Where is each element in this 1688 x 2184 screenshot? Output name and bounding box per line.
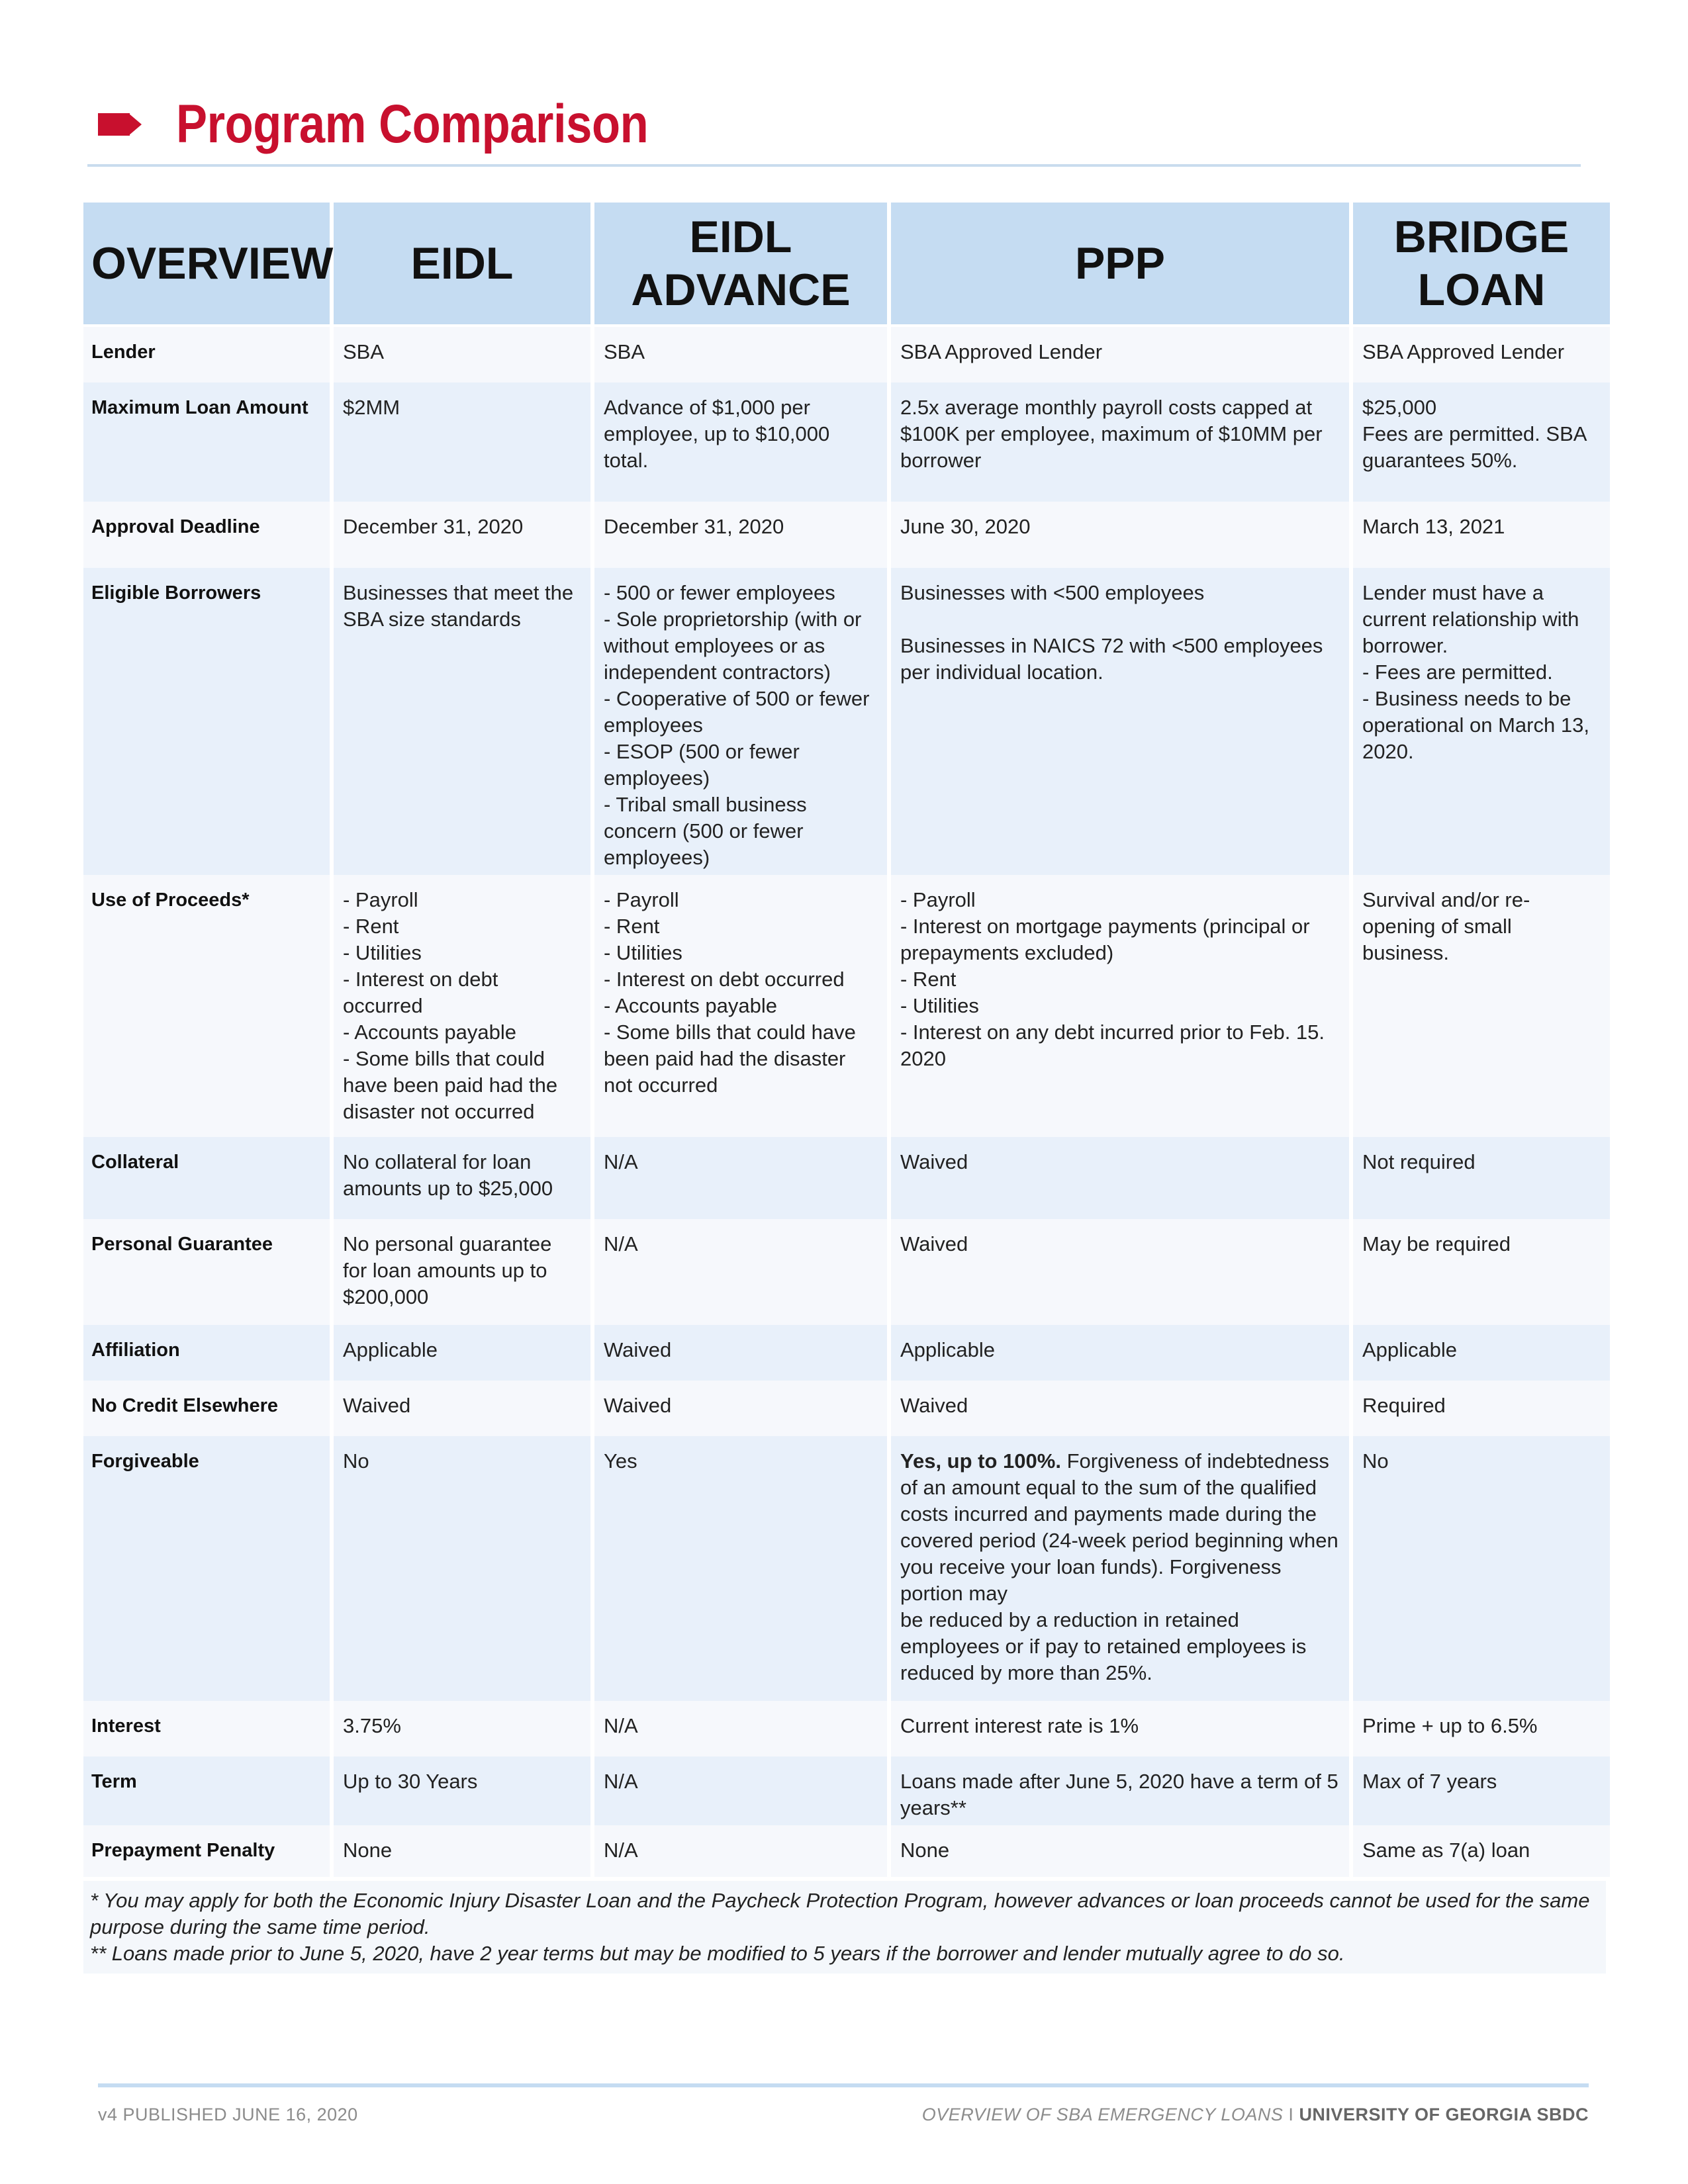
cell-line: N/A (604, 1232, 638, 1255)
cell-ppp (891, 327, 1349, 383)
cell-eidl (334, 875, 590, 1137)
row-label: Maximum Loan Amount (83, 383, 330, 502)
footer-divider (98, 2083, 1589, 2087)
cell-line: June 30, 2020 (900, 515, 1031, 538)
cell-line: No personal guarantee for loan amounts up to $200,000 (343, 1232, 552, 1308)
cell-line: No collateral for loan amounts up to $25,000 (343, 1150, 553, 1200)
table-row (83, 875, 1610, 1137)
cell-line: Waived (604, 1394, 672, 1417)
table-row (83, 1219, 1610, 1325)
cell-ppp (891, 1825, 1349, 1877)
cell-line: $25,000 (1362, 396, 1437, 419)
cell-line: - Rent (604, 915, 660, 938)
table-row (83, 1756, 1610, 1825)
table-row (83, 327, 1610, 383)
footnote-1: * You may apply for both the Economic Injury Disaster Loan and the Paycheck Protection Program, however advances or loan proceeds cannot be used for the same purpose during the same time period. (90, 1889, 1590, 1938)
cell-line: SBA Approved Lender (900, 340, 1103, 363)
cell-line: be reduced by a reduction in retained employees or if pay to retained employees is reduced by more than 25%. (900, 1608, 1307, 1684)
cell-bridge-loan (1353, 1701, 1610, 1756)
cell-line: May be required (1362, 1232, 1511, 1255)
cell-eidl (334, 1219, 590, 1325)
cell-bridge-loan (1353, 1825, 1610, 1877)
cell-bridge-loan (1353, 1381, 1610, 1436)
cell-bridge-loan (1353, 1137, 1610, 1219)
cell-line: SBA (604, 340, 645, 363)
row-label: No Credit Elsewhere (83, 1381, 330, 1436)
cell-line: - Cooperative of 500 or fewer employees (604, 687, 870, 737)
cell-ppp (891, 1756, 1349, 1825)
cell-eidl-advance (594, 1137, 887, 1219)
cell-eidl (334, 568, 590, 875)
cell-line: None (900, 1839, 950, 1862)
cell-eidl-advance (594, 1825, 887, 1877)
cell-eidl (334, 1381, 590, 1436)
table-row (83, 1701, 1610, 1756)
cell-line: Required (1362, 1394, 1446, 1417)
cell-line: Prime + up to 6.5% (1362, 1714, 1538, 1737)
row-label: Interest (83, 1701, 330, 1756)
cell-line: N/A (604, 1839, 638, 1862)
cell-bridge-loan (1353, 1756, 1610, 1825)
table-row (83, 1381, 1610, 1436)
cell-eidl (334, 502, 590, 568)
cell-ppp (891, 1701, 1349, 1756)
cell-ppp (891, 1219, 1349, 1325)
cell-ppp (891, 1436, 1349, 1701)
cell-line: - Tribal small business concern (500 or fewer employees) (604, 793, 807, 869)
cell-line: - Interest on mortgage payments (principal or prepayments excluded) (900, 915, 1310, 964)
cell-ppp (891, 1381, 1349, 1436)
cell-line: Waived (900, 1150, 968, 1173)
cell-line: - Interest on debt occurred (343, 968, 498, 1017)
cell-line: - Rent (343, 915, 399, 938)
cell-line: Waived (900, 1232, 968, 1255)
cell-line: - Payroll (604, 888, 679, 911)
cell-text: Forgiveness of indebtedness of an amount equal to the sum of the qualified costs incurred and payments made during the covered period (24-week period beginning when you receive your loan funds). Forgiveness portion may (900, 1449, 1338, 1605)
cell-line: Survival and/or re-opening of small business. (1362, 888, 1530, 964)
cell-line: Max of 7 years (1362, 1770, 1497, 1793)
cell-line: $2MM (343, 396, 400, 419)
page-header (98, 91, 725, 158)
cell-line: None (343, 1839, 393, 1862)
cell-bridge-loan (1353, 383, 1610, 502)
cell-line: Waived (343, 1394, 411, 1417)
footer-separator: I (1288, 2105, 1294, 2124)
cell-bridge-loan (1353, 327, 1610, 383)
cell-line: Not required (1362, 1150, 1476, 1173)
column-header-eidl: EIDL (334, 203, 590, 327)
cell-line: - Payroll (900, 888, 976, 911)
cell-line: Waived (604, 1338, 672, 1361)
cell-spacer (900, 606, 1340, 633)
cell-line: N/A (604, 1770, 638, 1793)
cell-line: No (343, 1449, 369, 1473)
column-header-eidl-advance: EIDL ADVANCE (594, 203, 887, 327)
cell-line: - Business needs to be operational on March 13, 2020. (1362, 687, 1589, 763)
row-label: Use of Proceeds* (83, 875, 330, 1137)
cell-eidl (334, 1325, 590, 1381)
cell-eidl (334, 1701, 590, 1756)
cell-bridge-loan (1353, 875, 1610, 1137)
row-label: Prepayment Penalty (83, 1825, 330, 1877)
footer-version: v4 PUBLISHED JUNE 16, 2020 (98, 2105, 358, 2124)
cell-line: SBA (343, 340, 385, 363)
cell-line: Applicable (343, 1338, 438, 1361)
cell-eidl-advance (594, 1381, 887, 1436)
cell-ppp (891, 1137, 1349, 1219)
cell-line: - Accounts payable (343, 1021, 516, 1044)
cell-line: March 13, 2021 (1362, 515, 1505, 538)
cell-line: - ESOP (500 or fewer employees) (604, 740, 800, 790)
footnotes (83, 1881, 1606, 1974)
cell-line: Applicable (1362, 1338, 1458, 1361)
table-body (83, 327, 1610, 1877)
cell-line: Businesses with <500 employees (900, 581, 1205, 604)
row-label: Lender (83, 327, 330, 383)
cell-line: 2.5x average monthly payroll costs capped at $100K per employee, maximum of $10MM per borrower (900, 396, 1323, 472)
cell-line: - Accounts payable (604, 994, 777, 1017)
cell-bridge-loan (1353, 1325, 1610, 1381)
table-row (83, 383, 1610, 502)
table-row (83, 1137, 1610, 1219)
cell-line: Yes (604, 1449, 637, 1473)
footer-document-title: OVERVIEW OF SBA EMERGENCY LOANS (921, 2105, 1284, 2124)
footer-organization: UNIVERSITY OF GEORGIA SBDC (1299, 2105, 1589, 2124)
table-row (83, 1436, 1610, 1701)
cell-line: Same as 7(a) loan (1362, 1839, 1530, 1862)
cell-eidl (334, 1756, 590, 1825)
cell-line: - Some bills that could have been paid had the disaster not occurred (343, 1047, 558, 1123)
cell-eidl (334, 383, 590, 502)
row-label: Forgiveable (83, 1436, 330, 1701)
cell-eidl-advance (594, 327, 887, 383)
cell-eidl-advance (594, 1219, 887, 1325)
cell-line: - Payroll (343, 888, 418, 911)
row-label: Affiliation (83, 1325, 330, 1381)
cell-emphasis: Yes, up to 100%. (900, 1449, 1061, 1473)
cell-eidl (334, 1137, 590, 1219)
table-row (83, 1825, 1610, 1877)
cell-line: SBA Approved Lender (1362, 340, 1565, 363)
cell-line: Current interest rate is 1% (900, 1714, 1139, 1737)
cell-eidl-advance (594, 875, 887, 1137)
cell-eidl (334, 1825, 590, 1877)
cell-line: - Utilities (343, 941, 422, 964)
cell-bridge-loan (1353, 568, 1610, 875)
row-label: Personal Guarantee (83, 1219, 330, 1325)
cell-line: Applicable (900, 1338, 996, 1361)
cell-line: Businesses in NAICS 72 with <500 employees per individual location. (900, 634, 1323, 684)
cell-line: December 31, 2020 (343, 515, 524, 538)
table-row (83, 502, 1610, 568)
cell-eidl (334, 327, 590, 383)
footer-credit (922, 2105, 1589, 2125)
row-label: Eligible Borrowers (83, 568, 330, 875)
cell-bridge-loan (1353, 1219, 1610, 1325)
cell-eidl (334, 1436, 590, 1701)
cell-line: - Sole proprietorship (with or without employees or as independent contractors) (604, 608, 862, 684)
cell-eidl-advance (594, 1701, 887, 1756)
cell-eidl-advance (594, 1325, 887, 1381)
column-header-bridge-loan: BRIDGE LOAN (1353, 203, 1610, 327)
header-row (83, 203, 1610, 327)
column-header-overview: OVERVIEW (83, 203, 330, 327)
cell-line: - Fees are permitted. (1362, 660, 1553, 684)
cell-line: - 500 or fewer employees (604, 581, 835, 604)
cell-eidl-advance (594, 1436, 887, 1701)
cell-line: - Some bills that could have been paid had the disaster not occurred (604, 1021, 856, 1097)
cell-eidl-advance (594, 502, 887, 568)
cell-ppp (891, 502, 1349, 568)
column-header-ppp: PPP (891, 203, 1349, 327)
cell-bridge-loan (1353, 502, 1610, 568)
cell-line: Advance of $1,000 per employee, up to $10,000 total. (604, 396, 830, 472)
row-label: Collateral (83, 1137, 330, 1219)
row-label: Approval Deadline (83, 502, 330, 568)
cell-ppp (891, 568, 1349, 875)
cell-line: - Utilities (900, 994, 979, 1017)
cell-ppp (891, 875, 1349, 1137)
arrow-right-icon (98, 113, 142, 136)
table-row (83, 1325, 1610, 1381)
cell-eidl-advance (594, 1756, 887, 1825)
cell-bridge-loan (1353, 1436, 1610, 1701)
cell-line: Fees are permitted. SBA guarantees 50%. (1362, 422, 1586, 472)
cell-eidl-advance (594, 383, 887, 502)
page-title: Program Comparison (176, 94, 649, 154)
cell-line: - Interest on debt occurred (604, 968, 845, 991)
comparison-table (79, 203, 1614, 1877)
cell-line: Businesses that meet the SBA size standards (343, 581, 574, 631)
cell-line: - Interest on any debt incurred prior to Feb. 15. 2020 (900, 1021, 1325, 1070)
cell-line: Loans made after June 5, 2020 have a term of 5 years** (900, 1770, 1338, 1819)
cell-ppp (891, 1325, 1349, 1381)
footnote-2: ** Loans made prior to June 5, 2020, have 2 year terms but may be modified to 5 years if the borrower and lender mutually agree to do so. (90, 1942, 1345, 1965)
cell-line: Lender must have a current relationship with borrower. (1362, 581, 1579, 657)
cell-line: Waived (900, 1394, 968, 1417)
cell-line: N/A (604, 1150, 638, 1173)
row-label: Term (83, 1756, 330, 1825)
cell-line: - Rent (900, 968, 957, 991)
cell-line: N/A (604, 1714, 638, 1737)
cell-line: - Utilities (604, 941, 682, 964)
title-divider (87, 164, 1581, 167)
cell-line (900, 1448, 1340, 1607)
cell-line: 3.75% (343, 1714, 401, 1737)
cell-eidl-advance (594, 568, 887, 875)
cell-ppp (891, 383, 1349, 502)
cell-line: December 31, 2020 (604, 515, 784, 538)
cell-line: Up to 30 Years (343, 1770, 478, 1793)
table-row (83, 568, 1610, 875)
cell-line: No (1362, 1449, 1389, 1473)
